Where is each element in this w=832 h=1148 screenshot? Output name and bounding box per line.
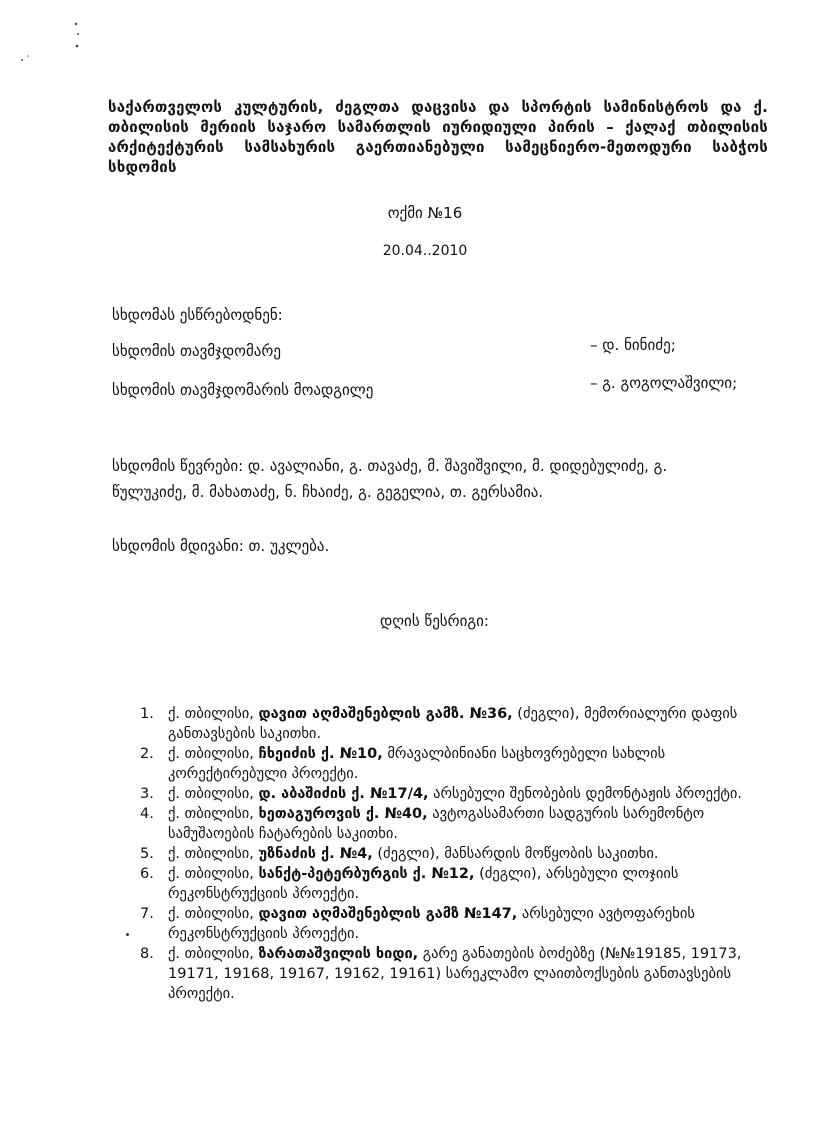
- agenda-item-place: დავით აღმაშენებლის გამზ №147,: [258, 906, 518, 922]
- agenda-item-place: დ. აბაშიძის ქ. №17/4,: [258, 786, 429, 802]
- agenda-item-number: 5.: [140, 846, 154, 862]
- agenda-item-prefix: ქ. თბილისი,: [168, 866, 254, 882]
- agenda-item: [140, 704, 772, 744]
- agenda-title: დღის წესრიგი:: [380, 612, 489, 630]
- secretary: სხდომის მდივანი: თ. უკლება.: [112, 537, 330, 555]
- scan-noise-marks: [14, 18, 84, 68]
- agenda-item-text: ავტოგასამართი სადგურის სარემონტო სამუშაოების ჩატარების საკითხი.: [168, 806, 705, 842]
- agenda-item-prefix: ქ. თბილისი,: [168, 846, 254, 862]
- agenda-item: [140, 864, 772, 904]
- agenda-item-number: 6.: [140, 866, 154, 882]
- act-number: ოქმი №16: [387, 204, 463, 222]
- deputy-name: – გ. გოგოლაშვილი;: [590, 374, 738, 392]
- act-date: 20.04..2010: [382, 243, 468, 259]
- agenda-item-prefix: ქ. თბილისი,: [168, 746, 254, 762]
- agenda-item-place: ზარათაშვილის ხიდი,: [258, 946, 419, 962]
- agenda-item-prefix: ქ. თბილისი,: [168, 946, 254, 962]
- agenda-item-text: (ძეგლი), არსებული ლოჯიის რეკონსტრუქციის პროექტი.: [168, 866, 679, 902]
- chair-name: – დ. ნინიძე;: [590, 336, 676, 354]
- agenda-item-text: (ძეგლი), მანსარდის მოწყობის საკითხი.: [377, 846, 659, 862]
- agenda-item: [140, 804, 772, 844]
- agenda-list: [140, 704, 772, 1004]
- deputy-label: სხდომის თავმჯდომარის მოადგილე: [112, 381, 374, 399]
- agenda-item-place: ჩხეიძის ქ. №10,: [258, 746, 383, 762]
- agenda-item-place: დავით აღმაშენებლის გამზ. №36,: [258, 706, 513, 722]
- agenda-item: [140, 904, 772, 944]
- members-list: სხდომის წევრები: დ. ავალიანი, გ. თავაძე, მ. შავიშვილი, მ. დიდებულიძე, გ. წულუკიძე, მ. მახათაძე, ნ. ჩხაიძე, გ. გეგელია, თ. გერსამია.: [112, 457, 668, 501]
- agenda-item: [140, 844, 772, 864]
- agenda-item: [140, 784, 772, 804]
- agenda-item-prefix: ქ. თბილისი,: [168, 706, 254, 722]
- agenda-item-prefix: ქ. თბილისი,: [168, 806, 254, 822]
- agenda-item-text: გარე განათების ბოძებზე (№№19185, 19173, 19171, 19168, 19167, 19162, 19161) სარეკლამო ლაითბოქსების განთავსების პროექტი.: [168, 946, 742, 1002]
- agenda-item-number: 2.: [140, 746, 154, 762]
- agenda-item-number: 7.: [140, 906, 154, 922]
- agenda-item-place: ხეთაგუროვის ქ. №40,: [258, 806, 428, 822]
- agenda-item-prefix: ქ. თბილისი,: [168, 786, 254, 802]
- agenda-item: [140, 744, 772, 784]
- agenda-item-text: (ძეგლი), მემორიალური დაფის განთავსების საკითხი.: [168, 706, 738, 742]
- chair-label: სხდომის თავმჯდომარე: [112, 342, 281, 360]
- agenda-item-text: არსებული ავტოფარეხის რეკონსტრუქციის პროექტი.: [168, 906, 695, 942]
- agenda-item-number: 8.: [140, 946, 154, 962]
- agenda-item-number: 1.: [140, 706, 154, 722]
- agenda-item-text: მრავალბინიანი საცხოვრებელი სახლის კორექტირებული პროექტი.: [168, 746, 666, 782]
- agenda-item: [140, 944, 772, 1004]
- agenda-item-number: 3.: [140, 786, 154, 802]
- agenda-item-number: 4.: [140, 806, 154, 822]
- attendance-heading: სხდომას ესწრებოდნენ:: [112, 306, 283, 324]
- scan-dot: [126, 933, 129, 936]
- document-heading: საქართველოს კულტურის, ძეგლთა დაცვისა და სპორტის სამინისტროს და ქ. თბილისის მერიის საჯარო სამართლის იურიდიული პირის – ქალაქ თბილისის არქიტექტურის სამსახურის გაერთიანებული სამეცნიერო-მეთოდური საბჭოს სხდომის: [108, 98, 768, 176]
- agenda-item-text: არსებული შენობების დემონტაჟის პროექტი.: [433, 786, 742, 802]
- agenda-item-place: უზნაძის ქ. №4,: [258, 846, 373, 862]
- agenda-item-place: სანქტ-პეტერბურგის ქ. №12,: [258, 866, 475, 882]
- agenda-item-prefix: ქ. თბილისი,: [168, 906, 254, 922]
